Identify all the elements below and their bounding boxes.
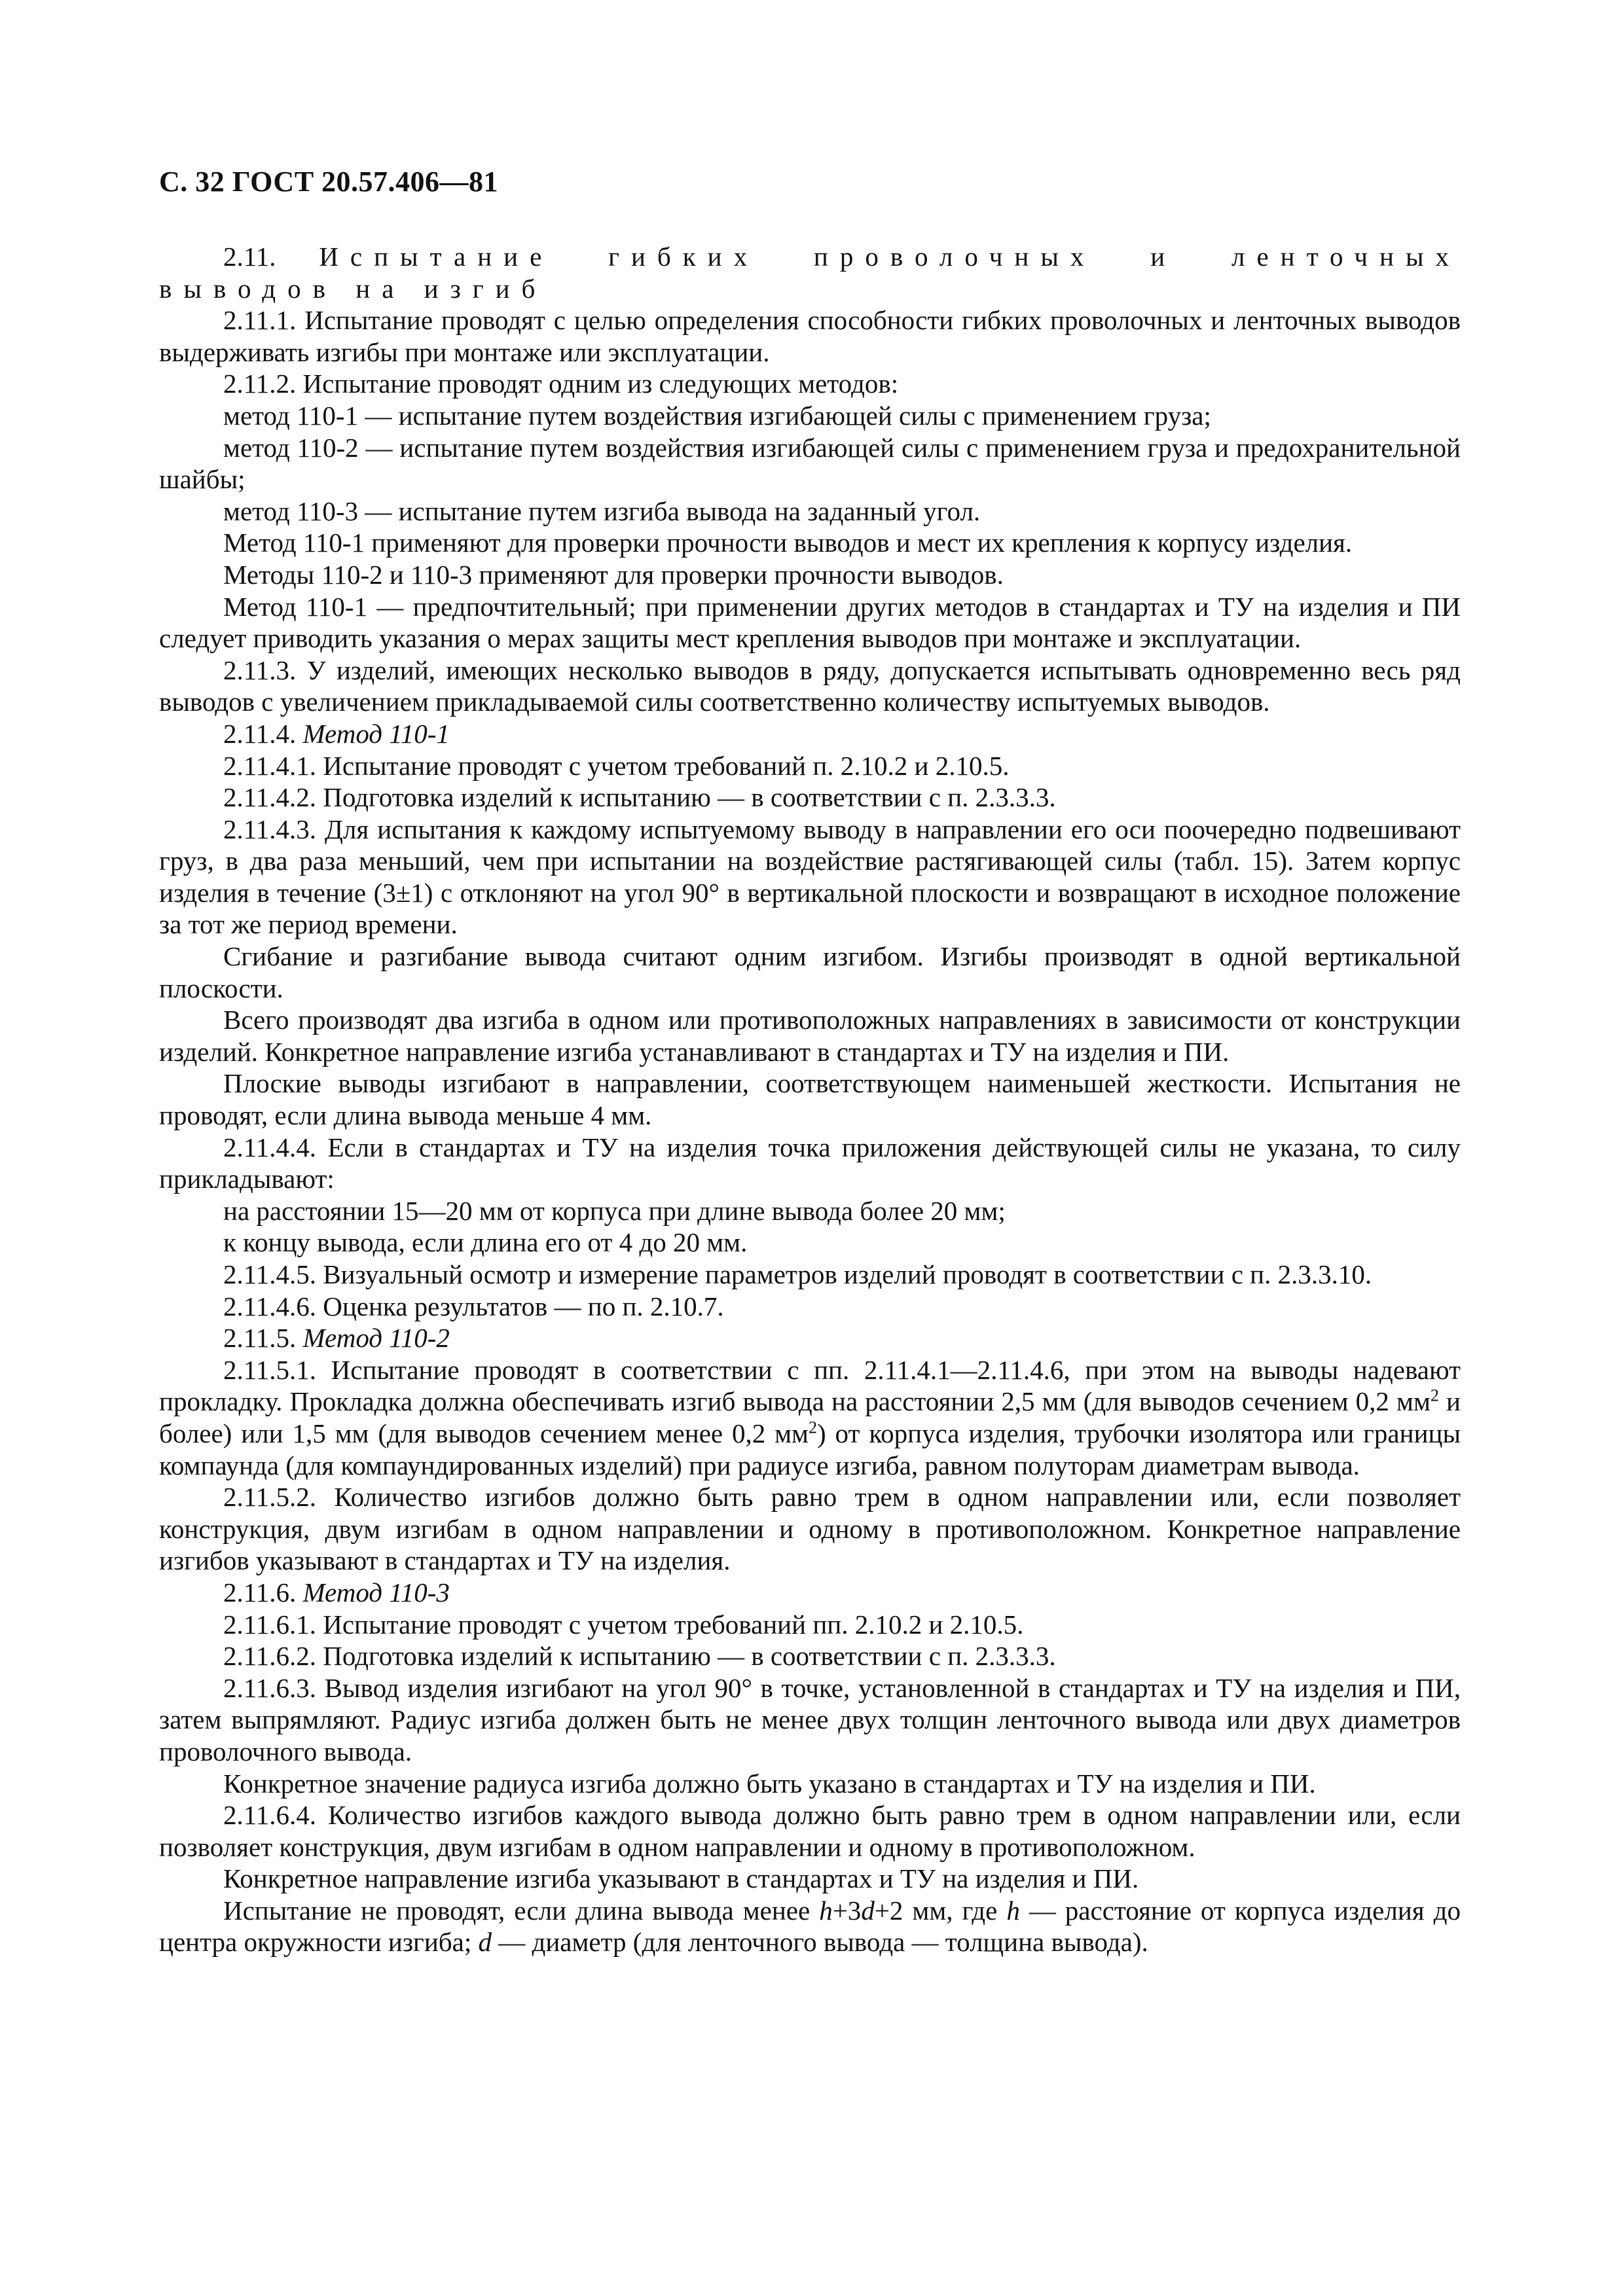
- text-run: +2 мм, где: [874, 1895, 1007, 1926]
- paragraph-2-11-3: 2.11.3. У изделий, имеющих несколько выводов в ряду, допускается испытывать одновременно весь ряд выводов с увеличением прикладываемой силы соответственно количеству испытуемых выводов.: [159, 655, 1461, 717]
- paragraph: Конкретное значение радиуса изгиба должно быть указано в стандартах и ТУ на изделия и ПИ.: [223, 1768, 1316, 1799]
- variable-h: h: [819, 1895, 833, 1926]
- section-2-11-heading: [159, 241, 1461, 304]
- section-2-11-5-heading: [159, 1322, 1461, 1354]
- paragraph-2-11-6-3: 2.11.6.3. Вывод изделия изгибают на угол 90° в точке, установленной в стандартах и ТУ на изделия и ПИ, затем выпрямляют. Радиус изгиба должен быть не менее двух толщин ленточного вывода или двух диаметров проволочного вывода.: [159, 1672, 1461, 1767]
- paragraph-2-11-6-4: 2.11.6.4. Количество изгибов каждого вывода должно быть равно трем в одном направлении или, если позволяет конструкция, двум изгибам в одном направлении и одному в противоположном.: [159, 1800, 1461, 1862]
- text-run: — диаметр (для ленточного вывода — толщина вывода).: [491, 1927, 1148, 1958]
- section-title: Испытание гибких проволочных и ленточных выводов на изгиб: [159, 242, 1461, 304]
- section-title: Метод 110-1: [302, 718, 450, 749]
- paragraph-2-11-4-6: 2.11.4.6. Оценка результатов — по п. 2.10.7.: [223, 1291, 724, 1321]
- section-number: 2.11.4.: [223, 718, 303, 749]
- text-run: — расстояние от корпуса изделия до центра окружности изгиба;: [159, 1895, 1461, 1958]
- text-run: 2.11.5.1. Испытание проводят в соответствии с пп. 2.11.4.1—2.11.4.6, при этом на выводы надевают прокладку. Прокладка должна обеспечивать изгиб вывода на расстоянии 2,5 мм (для выводов сечением 0,2 мм: [159, 1354, 1461, 1417]
- section-2-11-6-heading: [159, 1577, 1461, 1609]
- variable-d: d: [478, 1927, 492, 1958]
- paragraph-2-11-4-1: 2.11.4.1. Испытание проводят с учетом требований п. 2.10.2 и 2.10.5.: [223, 750, 1010, 781]
- method-110-1-item: метод 110-1 — испытание путем воздействия изгибающей силы с применением груза;: [223, 400, 1211, 431]
- section-title: Метод 110-3: [302, 1577, 450, 1607]
- variable-d: d: [861, 1895, 875, 1926]
- paragraph-2-11-4-2: 2.11.4.2. Подготовка изделий к испытанию — в соответствии с п. 2.3.3.3.: [223, 782, 1056, 813]
- document-body: [159, 241, 1461, 1958]
- page-header: С. 32 ГОСТ 20.57.406—81: [159, 166, 499, 198]
- paragraph-2-11-2: 2.11.2. Испытание проводят одним из следующих методов:: [223, 368, 899, 399]
- paragraph-2-11-4-3: 2.11.4.3. Для испытания к каждому испытуемому выводу в направлении его оси поочередно подвешивают груз, в два раза меньший, чем при испытании на воздействие растягивающей силы (табл. 15). Затем корпус изделия в течение (3±1) с отклоняют на угол 90° в вертикальной плоскости и возвращают в исходное положение за тот же период времени.: [159, 814, 1461, 940]
- superscript: 2: [809, 1418, 818, 1437]
- paragraph: к концу вывода, если длина его от 4 до 20 мм.: [223, 1227, 748, 1258]
- method-110-2-item: метод 110-2 — испытание путем воздействия изгибающей силы с применением груза и предохранительной шайбы;: [159, 432, 1461, 495]
- paragraph-2-11-4-4: 2.11.4.4. Если в стандартах и ТУ на изделия точка приложения действующей силы не указана, то силу прикладывают:: [159, 1132, 1461, 1194]
- paragraph-2-11-5-2: 2.11.5.2. Количество изгибов должно быть равно трем в одном направлении или, если позволяет конструкция, двум изгибам в одном направлении и одному в противоположном. Конкретное направление изгибов указывают в стандартах и ТУ на изделия.: [159, 1482, 1461, 1576]
- variable-h: h: [1006, 1895, 1020, 1926]
- text-run: и более) или 1,5 мм (для выводов сечением менее 0,2 мм: [159, 1386, 1461, 1448]
- section-number: 2.11.5.: [223, 1323, 303, 1354]
- superscript: 2: [1430, 1386, 1439, 1405]
- paragraph-2-11-6-1: 2.11.6.1. Испытание проводят с учетом требований пп. 2.10.2 и 2.10.5.: [223, 1609, 1024, 1640]
- paragraph-2-11-6-2: 2.11.6.2. Подготовка изделий к испытанию — в соответствии с п. 2.3.3.3.: [223, 1641, 1056, 1672]
- paragraph: Плоские выводы изгибают в направлении, соответствующем наименьшей жесткости. Испытания не проводят, если длина вывода меньше 4 мм.: [159, 1068, 1461, 1131]
- paragraph: Всего производят два изгиба в одном или противоположных направлениях в зависимости от конструкции изделий. Конкретное направление изгиба устанавливают в стандартах и ТУ на изделия и ПИ.: [159, 1005, 1461, 1067]
- text-run: ) от корпуса изделия, трубочки изолятора или границы компаунда (для компаундированных изделий) при радиусе изгиба, равном полуторам диаметрам вывода.: [159, 1418, 1461, 1480]
- text-run: Испытание не проводят, если длина вывода менее: [223, 1895, 820, 1926]
- paragraph: Метод 110-1 — предпочтительный; при применении других методов в стандартах и ТУ на изделия и ПИ следует приводить указания о мерах защиты мест крепления выводов при монтаже и эксплуатации.: [159, 591, 1461, 654]
- paragraph-formula: [159, 1895, 1461, 1958]
- section-2-11-4-heading: [159, 718, 1461, 750]
- section-number: 2.11.: [223, 242, 319, 272]
- section-number: 2.11.6.: [223, 1577, 303, 1607]
- paragraph: Методы 110-2 и 110-3 применяют для проверки прочности выводов.: [223, 559, 1004, 590]
- paragraph: Конкретное направление изгиба указывают в стандартах и ТУ на изделия и ПИ.: [223, 1863, 1139, 1894]
- paragraph-2-11-1: 2.11.1. Испытание проводят с целью определения способности гибких проволочных и ленточных выводов выдерживать изгибы при монтаже или эксплуатации.: [159, 305, 1461, 367]
- paragraph-2-11-5-1: [159, 1354, 1461, 1481]
- paragraph-2-11-4-5: 2.11.4.5. Визуальный осмотр и измерение параметров изделий проводят в соответствии с п. 2.3.3.10.: [223, 1259, 1372, 1289]
- text-run: +3: [832, 1895, 862, 1926]
- method-110-3-item: метод 110-3 — испытание путем изгиба вывода на заданный угол.: [223, 495, 981, 526]
- paragraph: на расстоянии 15—20 мм от корпуса при длине вывода более 20 мм;: [223, 1195, 1006, 1226]
- paragraph: Метод 110-1 применяют для проверки прочности выводов и мест их крепления к корпусу изделия.: [223, 528, 1353, 558]
- section-title: Метод 110-2: [302, 1323, 450, 1354]
- paragraph: Сгибание и разгибание вывода считают одним изгибом. Изгибы производят в одной вертикальной плоскости.: [159, 941, 1461, 1003]
